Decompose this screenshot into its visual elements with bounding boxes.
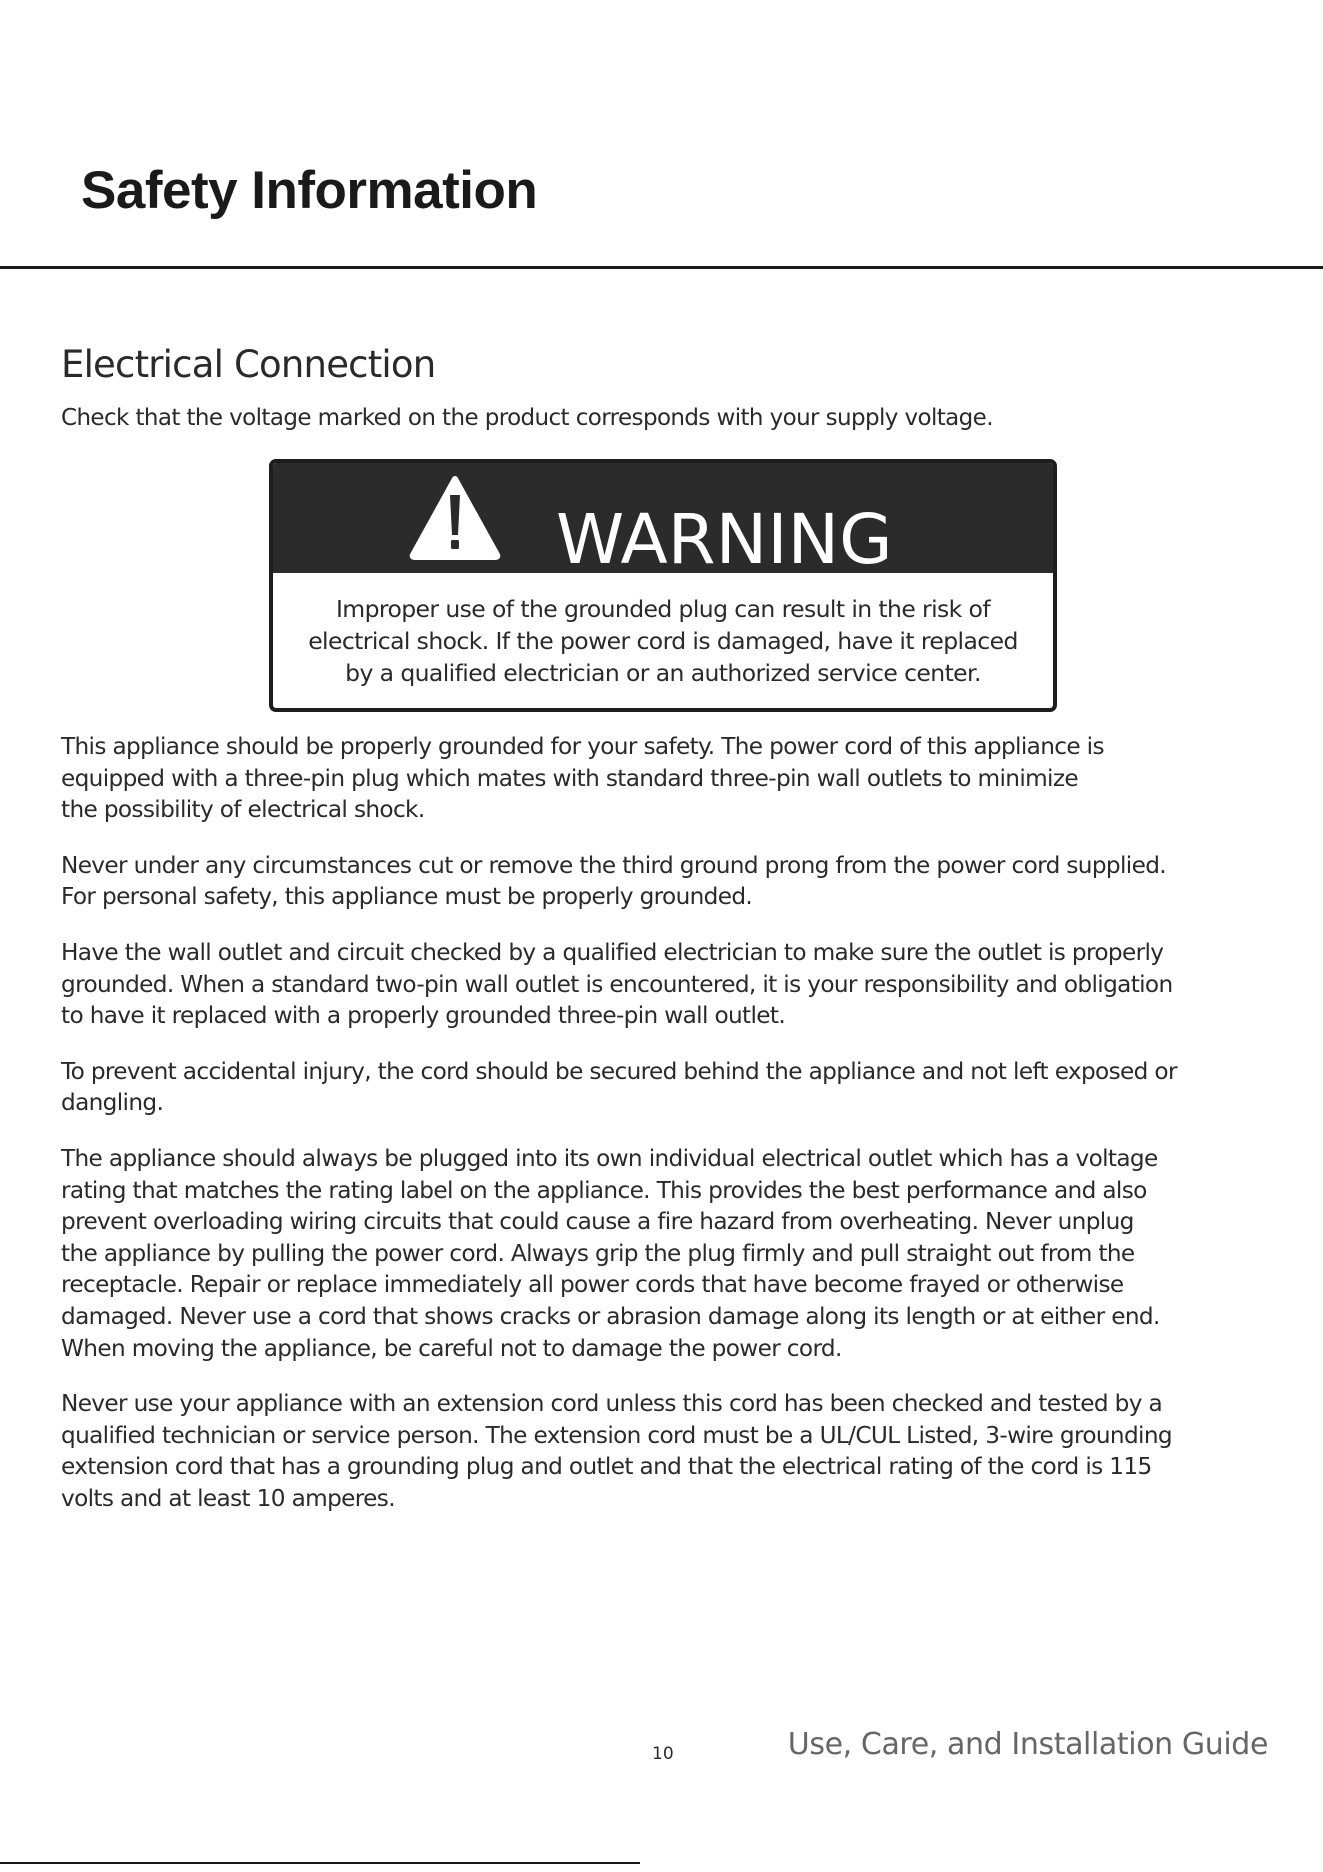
- warning-header: [273, 463, 1053, 580]
- page-number: 10: [652, 1744, 674, 1764]
- text-line: Never under any circumstances cut or remove the third ground prong from the power cord supplied.: [61, 851, 1166, 879]
- text-line: volts and at least 10 amperes.: [61, 1484, 395, 1512]
- paragraph-extension-cord: [61, 1388, 1261, 1514]
- title-divider: [0, 266, 1323, 269]
- text-line: To prevent accidental injury, the cord should be secured behind the appliance and not left exposed or: [61, 1057, 1177, 1085]
- text-line: This appliance should be properly grounded for your safety. The power cord of this appliance is: [61, 733, 1104, 760]
- warning-message: [273, 593, 1053, 689]
- warning-line: electrical shock. If the power cord is damaged, have it replaced: [308, 627, 1018, 655]
- paragraph-wall-outlet: [61, 937, 1261, 1032]
- text-line: dangling.: [61, 1089, 164, 1117]
- text-line: extension cord that has a grounding plug and outlet and that the electrical rating of the cord is 115: [61, 1453, 1152, 1481]
- text-line: Never use your appliance with an extension cord unless this cord has been checked and tested by a: [61, 1390, 1163, 1418]
- text-line: prevent overloading wiring circuits that could cause a fire hazard from overheating. Never unplug: [61, 1208, 1134, 1236]
- text-line: the appliance by pulling the power cord. Always grip the plug firmly and pull straight out from the: [61, 1239, 1135, 1267]
- paragraph-cord-secured: [61, 1056, 1261, 1119]
- text-line: receptacle. Repair or replace immediately all power cords that have become frayed or otherwise: [61, 1271, 1124, 1299]
- section-heading: Electrical Connection: [61, 343, 436, 386]
- text-line: the possibility of electrical shock.: [61, 796, 425, 824]
- text-line: When moving the appliance, be careful not to damage the power cord.: [61, 1334, 842, 1362]
- text-line: damaged. Never use a cord that shows cracks or abrasion damage along its length or at either end.: [61, 1302, 1160, 1330]
- warning-line: by a qualified electrician or an authorized service center.: [345, 659, 981, 687]
- bottom-divider: [0, 1862, 640, 1864]
- paragraph-ground-prong: [61, 850, 1261, 913]
- text-line: Have the wall outlet and circuit checked by a qualified electrician to make sure the outlet is properly: [61, 938, 1164, 966]
- paragraph-individual-outlet: [61, 1143, 1261, 1364]
- text-line: equipped with a three-pin plug which mates with standard three-pin wall outlets to minimize: [61, 764, 1078, 792]
- warning-title: WARNING: [556, 500, 893, 580]
- warning-box: [269, 459, 1057, 712]
- text-line: rating that matches the rating label on the appliance. This provides the best performance and also: [61, 1176, 1147, 1204]
- body-text: [61, 731, 1261, 1538]
- page-title: Safety Information: [81, 161, 538, 220]
- text-line: grounded. When a standard two-pin wall outlet is encountered, it is your responsibility and obligation: [61, 970, 1173, 998]
- warning-triangle-icon: [407, 473, 503, 561]
- text-line: qualified technician or service person. The extension cord must be a UL/CUL Listed, 3-wire grounding: [61, 1421, 1172, 1449]
- text-line: For personal safety, this appliance must be properly grounded.: [61, 883, 753, 911]
- text-line: to have it replaced with a properly grounded three-pin wall outlet.: [61, 1002, 786, 1030]
- paragraph-grounding: [61, 731, 1261, 826]
- text-line: The appliance should always be plugged into its own individual electrical outlet which has a voltage: [61, 1144, 1158, 1172]
- warning-line: Improper use of the grounded plug can result in the risk of: [335, 595, 991, 623]
- footer-guide-title: Use, Care, and Installation Guide: [787, 1727, 1268, 1762]
- section-intro: Check that the voltage marked on the product corresponds with your supply voltage.: [61, 405, 993, 431]
